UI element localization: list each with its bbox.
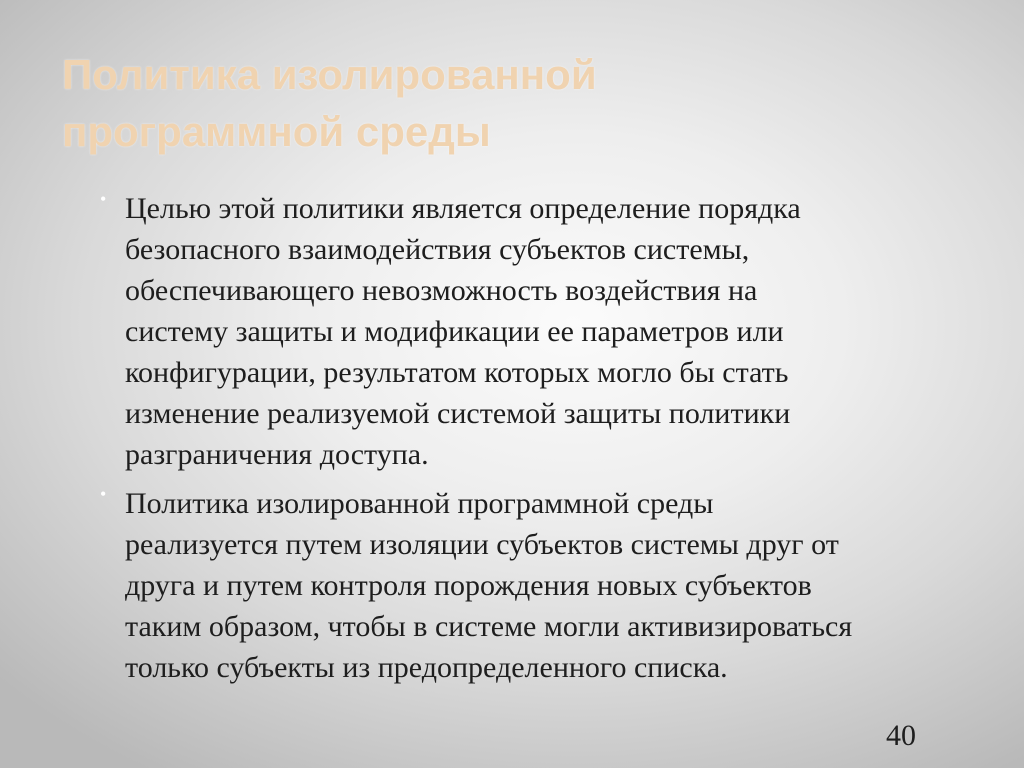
bullet-text-line: только субъекты из предопределенного списка.: [125, 651, 728, 684]
bullet-dot-icon: •: [100, 484, 107, 504]
bullet-dot-icon: •: [100, 189, 107, 209]
bullet-text-line: Политика изолированной программной среды: [125, 487, 714, 520]
bullet-text-line: Целью этой политики является определение порядка: [125, 192, 801, 225]
bullet-item-implementation: [100, 483, 970, 688]
page-number: 40: [886, 719, 916, 752]
bullet-text-line: конфигурации, результатом которых могло бы стать: [125, 356, 789, 389]
bullet-text-line: друга и путем контроля порождения новых субъектов: [125, 569, 812, 602]
bullet-text-line: реализуется путем изоляции субъектов системы друг от: [125, 528, 839, 561]
bullet-text-line: обеспечивающего невозможность воздействия на: [125, 274, 758, 307]
slide-title-line-2: программной среды: [62, 108, 491, 155]
bullet-list: [100, 188, 970, 696]
slide-title-line-1: Политика изолированной: [62, 51, 597, 98]
bullet-text-line: разграничения доступа.: [125, 438, 429, 471]
bullet-text-line: изменение реализуемой системой защиты политики: [125, 397, 791, 430]
bullet-text-line: таким образом, чтобы в системе могли активизироваться: [125, 610, 853, 643]
bullet-text-line: систему защиты и модификации ее параметров или: [125, 315, 784, 348]
bullet-text-line: безопасного взаимодействия субъектов системы,: [125, 233, 750, 266]
bullet-item-goal: [100, 188, 970, 475]
slide-title: [62, 46, 962, 160]
